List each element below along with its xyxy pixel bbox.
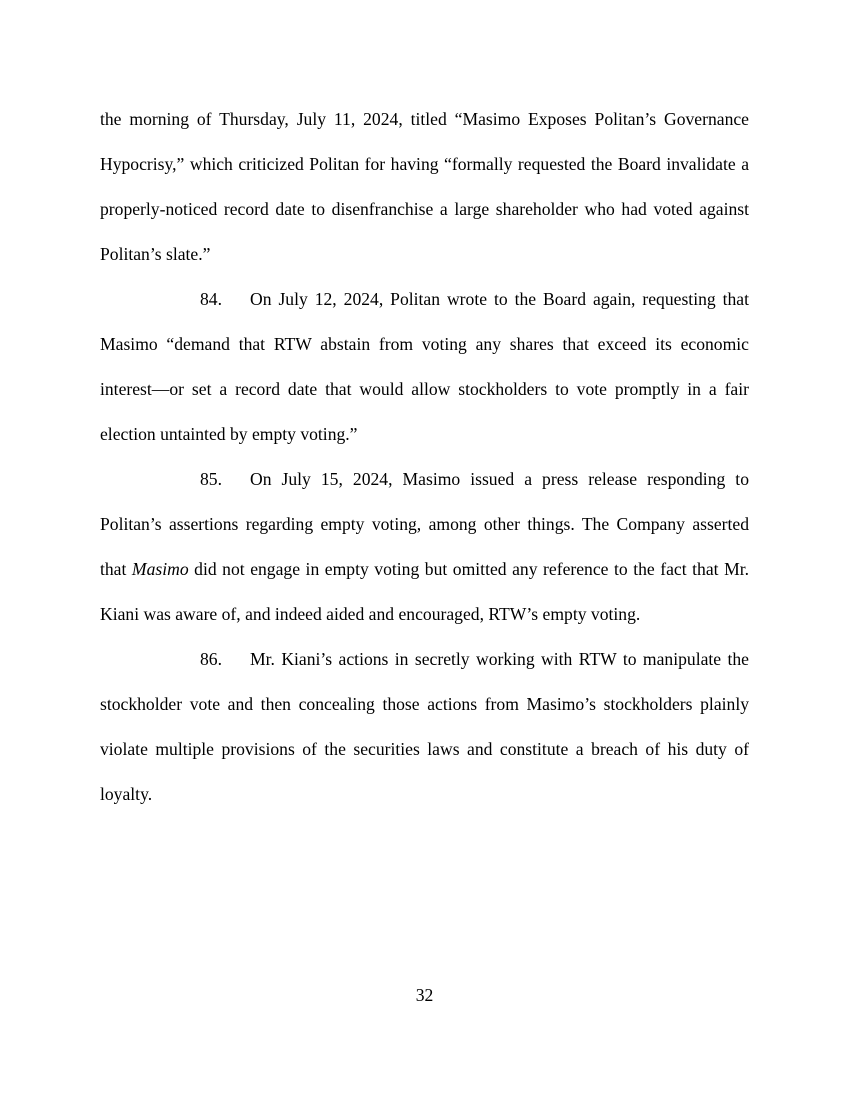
paragraph-text: Mr. Kiani’s actions in secretly working with RTW to manipulate the stockholder vote and then concealing those actions from Masimo’s stockholders plainly violate multiple provisions of the securities laws and constitute a breach of his duty of loyalty. [100,649,749,804]
paragraph-text: did not engage in empty voting but omitted any reference to the fact that Mr. Kiani was aware of, and indeed aided and encouraged, RTW’s empty voting. [100,559,749,624]
paragraph-text: On July 15, 2024, Masimo issued a press release responding to Politan’s assertions regarding empty voting, among other things. The Company asserted that [100,469,749,579]
paragraph-number: 85. [200,469,222,489]
paragraph-84 [100,277,749,457]
paragraph-number: 84. [200,289,222,309]
emphasized-text: Masimo [131,559,189,579]
paragraph-86 [100,637,749,817]
document-body [100,97,749,817]
page-number: 32 [415,985,434,1005]
paragraph-85 [100,457,749,637]
paragraph-number: 86. [200,649,222,669]
continuation-paragraph: the morning of Thursday, July 11, 2024, titled “Masimo Exposes Politan’s Governance Hypocrisy,” which criticized Politan for having “formally requested the Board invalidate a properly-noticed record date to disenfranchise a large shareholder who had voted against Politan’s slate.” [100,109,749,264]
paragraph-text: On July 12, 2024, Politan wrote to the Board again, requesting that Masimo “demand that RTW abstain from voting any shares that exceed its economic interest—or set a record date that would allow stockholders to vote promptly in a fair election untainted by empty voting.” [100,289,749,444]
